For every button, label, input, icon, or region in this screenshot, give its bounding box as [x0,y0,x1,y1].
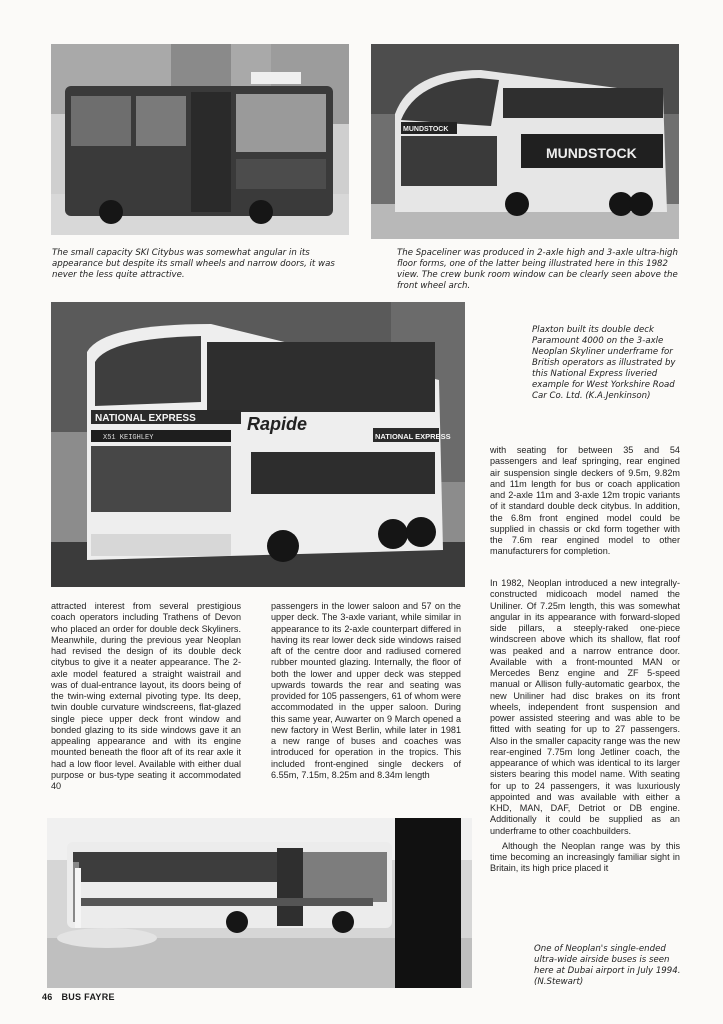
mundstock-side-text: MUNDSTOCK [546,145,637,161]
col3-paragraph-1: with seating for between 35 and 54 passengers and leaf springing, rear engined air suspension single deckers of 9.5m, 9.82m and 11m length for bus or coach application and 2-axle 11m and 3-axle 12m tropic variants of it standard double deck citybus. In addition, the 6.8m front engined model could be supplied in chassis or ckd form together with the 7.6m rear engined model to other manufacturers for completion. [490,445,680,557]
national-express-front: NATIONAL EXPRESS [95,413,196,424]
photo-spaceliner [371,44,679,239]
ski-citybus-image [51,44,349,235]
destination-blind: X51 KEIGHLEY [103,434,154,442]
body-column-3-upper [490,445,680,558]
spaceliner-image [371,44,679,239]
page-number: 46 [42,992,53,1002]
caption-ski-citybus: The small capacity SKI Citybus was somewhat angular in its appearance but despite its small wheels and narrow doors, it was never the less quite attractive. [52,248,335,280]
body-column-2 [271,601,461,781]
photo-dubai-airside-bus [47,818,472,988]
col3-paragraph-3: Although the Neoplan range was by this time becoming an increasingly familiar sight in Britain, its high price placed it [490,840,680,874]
caption-airside-bus: One of Neoplan's single-ended ultra-wide airside buses is seen here at Dubai airport in July 1994. (N.Stewart) [534,944,681,987]
photo-national-express-paramount [51,302,465,587]
publication-name: BUS FAYRE [61,992,115,1002]
paramount-image [51,302,465,587]
photo-ski-citybus [51,44,349,235]
caption-spaceliner: The Spaceliner was produced in 2-axle high and 3-axle ultra-high floor forms, one of the latter being illustrated here in this 1982 view. The crew bunk room window can be clearly seen above the front wheel arch. [397,248,678,291]
national-express-side: NATIONAL EXPRESS [375,432,451,441]
col3-paragraph-2: In 1982, Neoplan introduced a new integrally-constructed midicoach model named the Uniliner. Of 7.25m length, this was somewhat angular in its appearance with forward-sloped side pillars, a steeply-raked one-piece windscreen above which its shallow, flat roof was peaked and a narrow entrance door. Available with a front-mounted MAN or Mercedes Benz engine and ZF 5-speed manual or Allison fully-automatic gearbox, the new Uniliner had disc brakes on its front wheels, independent front suspension and power assisted steering and was able to be fitted with seating for up to 27 passengers. Also in the smaller capacity range was the new rear-engined 7.75m long Jetliner coach, the appearance of which was identical to its larger sisters bearing this model name. With seating for up to 24 passengers, it was luxuriously appointed and was available with either a KHD, MAN, DAF, Detriot or DB engine. Additionally it could be supplied as an underframe to other coachbuilders. [490,578,680,836]
body-column-3-lower [490,578,680,875]
rapide-brand: Rapide [247,414,308,434]
page-footer [42,992,115,1002]
col2-paragraph: passengers in the lower saloon and 57 on the upper deck. The 3-axle variant, while similar in appearance to its 2-axle counterpart differed in having its rear lower deck side windows raised aft of the centre door and radiused cornered rubber mounted glazing. Internally, the floor of both the lower and upper deck was stepped upwards towards the rear and seating was provided for 105 passengers, 61 of whom were accommodated in the upper saloon. During this same year, Auwarter on 9 March opened a new factory in West Berlin, while later in 1981 a new range of buses and coaches was introduced for operation in the tropics. This included front-engined single deckers of 6.55m, 7.15m, 8.25m and 8.34m length [271,601,461,780]
caption-paramount: Plaxton built its double deck Paramount 4000 on the 3-axle Neoplan Skyliner underframe for British operators as illustrated by this National Express liveried example for West Yorkshire Road Car Co. Ltd. (K.A.Jenkinson) [532,325,676,401]
body-column-1 [51,601,241,792]
col1-paragraph: attracted interest from several prestigious coach operators including Trathens of Devon who placed an order for double deck Skyliners. Meanwhile, during the previous year Neoplan had revised the design of its double deck citybus to give it a neater appearance. The 2-axle model featured a straight waistrail and was of dual-entrance layout, its doors being of the twin-wing external pivoting type. Its deep, twin double curvature windscreens, flat-glazed single piece upper deck front window and bonded glazing to its side windows gave it an appealing appearance and with its engine mounted beneath the floor aft of its rear axle it had a low floor level. Available with either dual purpose or bus-type seating it accommodated 40 [51,601,241,791]
airside-bus-image [47,818,472,988]
mundstock-front-sign: MUNDSTOCK [403,126,449,133]
